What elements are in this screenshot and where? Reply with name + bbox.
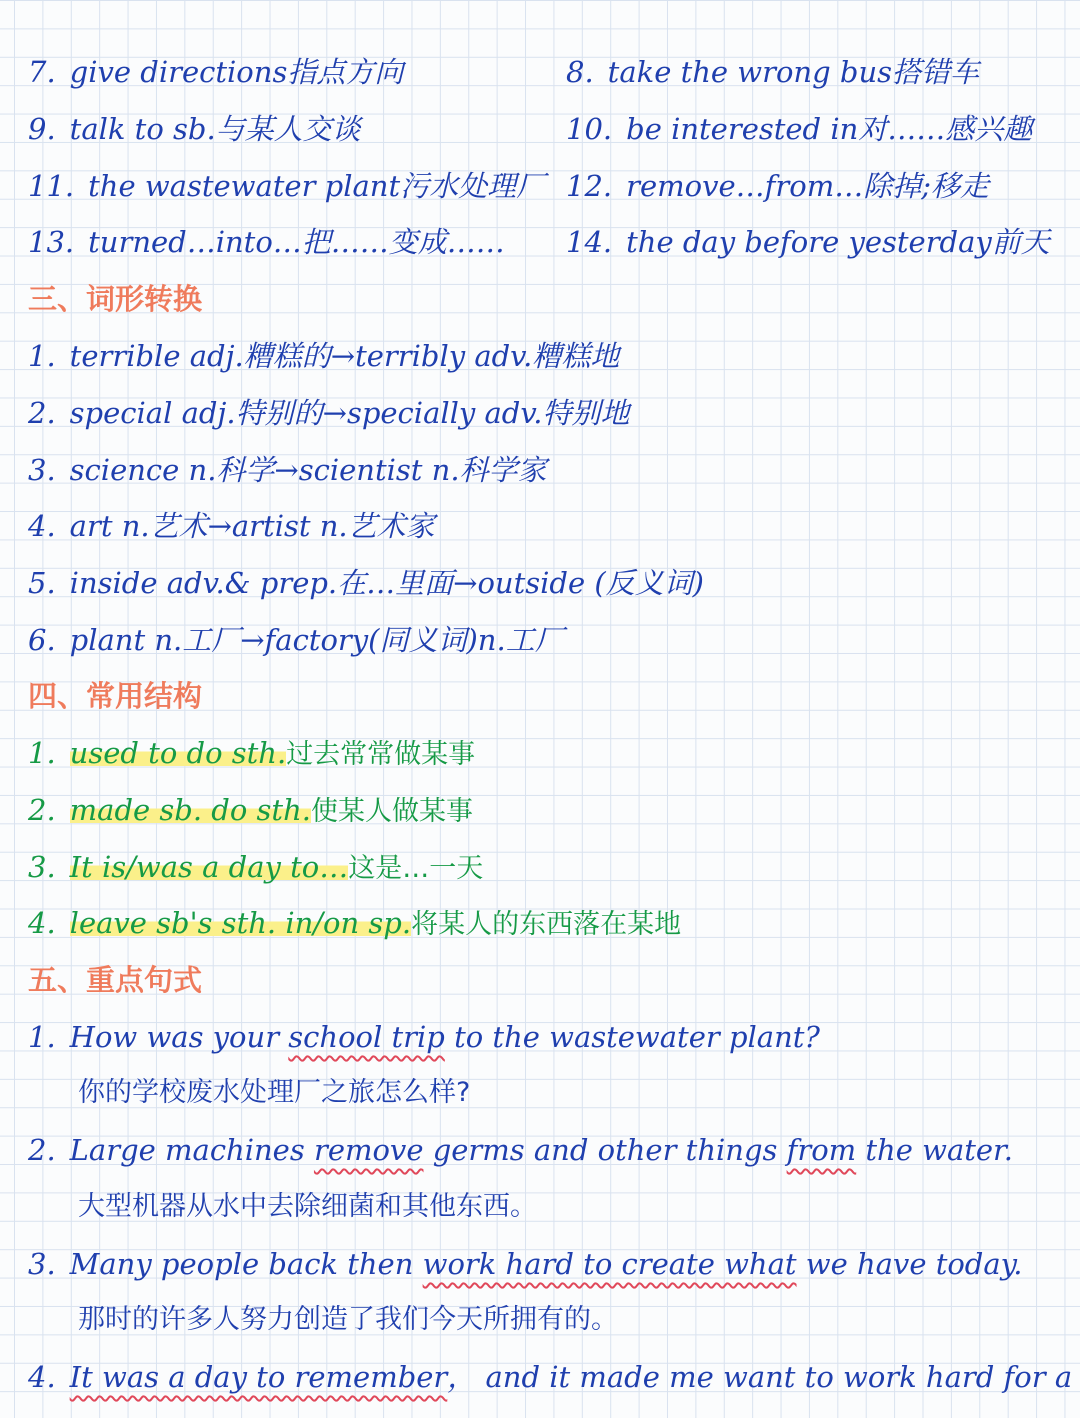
phrase-item: 11. the wastewater plant污水处理厂 <box>28 169 546 203</box>
section-heading: 三、词形转换 <box>28 282 203 316</box>
sentence-chinese: 你的学校废水处理厂之旅怎么样? <box>78 1077 471 1108</box>
sentence-english: 3. Many people back then work hard to create what we have today. <box>28 1247 1023 1281</box>
word-form-item: 1. terrible adj.糟糕的→terribly adv.糟糕地 <box>28 339 620 373</box>
word-form-item: 3. science n.科学→scientist n.科学家 <box>28 453 547 487</box>
word-form-item: 5. inside adv.& prep.在…里面→outside (反义词) <box>28 566 704 600</box>
phrase-row <box>28 52 1060 92</box>
phrase-item: 8. take the wrong bus搭错车 <box>566 55 980 89</box>
phrase-row <box>28 222 1060 262</box>
phrase-item: 12. remove…from…除掉;移走 <box>566 169 989 203</box>
section-heading: 四、常用结构 <box>28 679 203 713</box>
word-form-item: 6. plant n.工厂→factory(同义词)n.工厂 <box>28 623 564 657</box>
phrase-row <box>28 166 1060 206</box>
phrase-row <box>28 109 1060 149</box>
structure-item: 2. made sb. do sth.使某人做某事 <box>28 793 473 827</box>
phrase-item: 10. be interested in对……感兴趣 <box>566 112 1033 146</box>
phrase-item: 13. turned…into…把……变成…… <box>28 225 505 259</box>
structure-item: 3. It is/was a day to…这是…一天 <box>28 850 484 884</box>
sentence-english: 1. How was your school trip to the wastewater plant? <box>28 1020 820 1054</box>
structure-item: 1. used to do sth.过去常常做某事 <box>28 736 476 770</box>
structure-item: 4. leave sb's sth. in/on sp.将某人的东西落在某地 <box>28 906 682 940</box>
sentence-chinese: 大型机器从水中去除细菌和其他东西。 <box>78 1191 537 1222</box>
sentence-english: 4. It was a day to remember， and it made me want to work hard for a <box>28 1360 1073 1394</box>
word-form-item: 2. special adj.特别的→specially adv.特别地 <box>28 396 630 430</box>
sentence-chinese: 那时的许多人努力创造了我们今天所拥有的。 <box>78 1304 618 1335</box>
phrase-item: 9. talk to sb.与某人交谈 <box>28 112 361 146</box>
phrase-item: 7. give directions指点方向 <box>28 55 404 89</box>
sentence-english: 2. Large machines remove germs and other things from the water. <box>28 1133 1013 1167</box>
section-heading: 五、重点句式 <box>28 963 203 997</box>
word-form-item: 4. art n.艺术→artist n.艺术家 <box>28 509 435 543</box>
phrase-item: 14. the day before yesterday前天 <box>566 225 1050 259</box>
